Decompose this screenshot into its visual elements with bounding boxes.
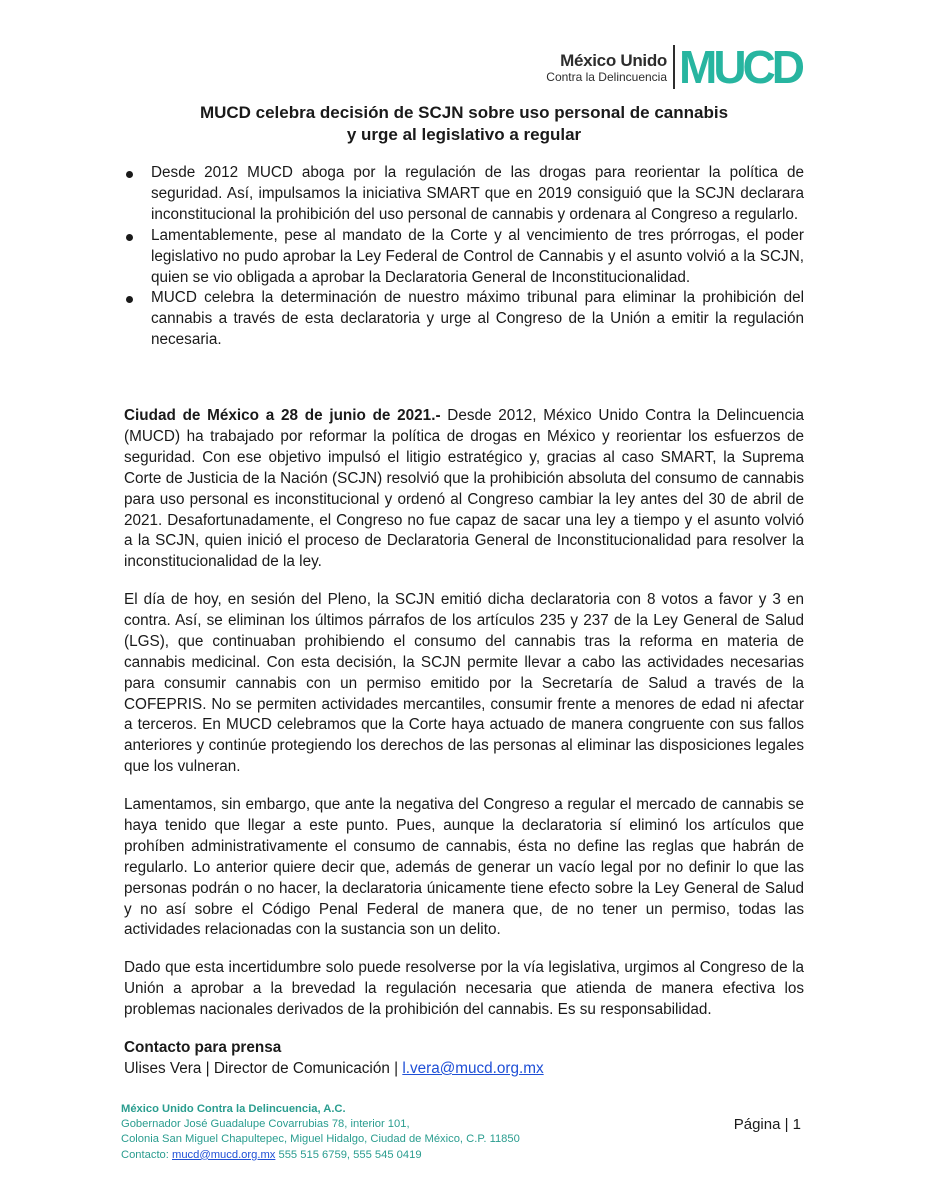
footer-contact-label: Contacto: bbox=[121, 1148, 172, 1161]
document-title bbox=[124, 102, 804, 146]
press-contact bbox=[124, 1038, 544, 1080]
footer-address-line-2: Colonia San Miguel Chapultepec, Miguel Hidalgo, Ciudad de México, C.P. 11850 bbox=[121, 1133, 520, 1146]
contact-line bbox=[124, 1059, 544, 1080]
bullet-item: Lamentablemente, pese al mandato de la Corte y al vencimiento de tres prórrogas, el poder legislativo no pudo aprobar la Ley Federal de Control de Cannabis y el asunto volvió a la SCJN, quien se vio obligada a aprobar la Declaratoria General de Inconstitucionalidad. bbox=[124, 226, 804, 289]
contact-title: Contacto para prensa bbox=[124, 1039, 282, 1056]
contact-person: Ulises Vera | Director de Comunicación | bbox=[124, 1059, 403, 1077]
footer-email-link[interactable]: mucd@mucd.org.mx bbox=[172, 1148, 276, 1161]
logo-tagline: Contra la Delincuencia bbox=[546, 69, 668, 84]
paragraph-1-text: Desde 2012, México Unido Contra la Delincuencia (MUCD) ha trabajado por reformar la política de drogas en México y reorientar los esfuerzos de seguridad. Con ese objetivo impulsó el litigio estratégico y, gracias al caso SMART, la Suprema Corte de Justicia de la Nación (SCJN) resolvió que la prohibición absoluta del consumo de cannabis para uso personal es inconstitucional y ordenó al Congreso cambiar la ley antes del 30 de abril de 2021. Desafortunadamente, el Congreso no fue capaz de sacar una ley a tiempo y el asunto volvió a la SCJN, quien inició el proceso de Declaratoria General de Inconstitucionalidad para resolver la inconstitucionalidad de la ley. bbox=[124, 407, 804, 571]
logo-text bbox=[546, 51, 667, 84]
paragraph-1 bbox=[124, 406, 804, 573]
contact-email-link[interactable]: l.vera@mucd.org.mx bbox=[402, 1059, 544, 1077]
bullet-item: Desde 2012 MUCD aboga por la regulación de las drogas para reorientar la política de seguridad. Así, impulsamos la iniciativa SMART que en 2019 consiguió que la SCJN declarara inconstitucional la prohibición del uso personal de cannabis y ordenara al Congreso a regularlo. bbox=[124, 163, 804, 226]
page-number: Página | 1 bbox=[733, 1116, 801, 1133]
title-line-1: MUCD celebra decisión de SCJN sobre uso personal de cannabis bbox=[199, 103, 729, 122]
summary-bullets bbox=[124, 163, 804, 351]
paragraph-3: Lamentamos, sin embargo, que ante la negativa del Congreso a regular el mercado de cannabis se haya tenido que llegar a este punto. Pues, aunque la declaratoria sí eliminó los artículos que prohíben administrativamente el consumo de cannabis, ésta no define las reglas que habrán de regularlo. Lo anterior quiere decir que, además de generar un vacío legal por no definir lo que las personas podrán o no hacer, la declaratoria únicamente tiene efecto sobre la Ley General de Salud y no así sobre el Código Penal Federal de manera que, de no tener un permiso, todas las actividades relacionadas con la sustancia son un delito. bbox=[124, 796, 804, 939]
paragraph-4: Dado que esta incertidumbre solo puede resolverse por la vía legislativa, urgimos al Congreso de la Unión a aprobar a la brevedad la regulación necesaria que atienda de manera efectiva los problemas nacionales derivados de la prohibición del cannabis. Es su responsabilidad. bbox=[124, 959, 804, 1018]
dateline: Ciudad de México a 28 de junio de 2021.- bbox=[124, 407, 441, 424]
bullet-item: MUCD celebra la determinación de nuestro máximo tribunal para eliminar la prohibición del cannabis a través de esta declaratoria y urge al Congreso de la Unión a emitir la regulación necesaria. bbox=[124, 288, 804, 351]
footer-address bbox=[121, 1102, 520, 1163]
logo-mark: MUCD bbox=[679, 41, 801, 93]
title-line-2: y urge al legislativo a regular bbox=[346, 125, 582, 144]
footer-phones: 555 515 6759, 555 545 0419 bbox=[275, 1148, 422, 1161]
logo-divider bbox=[673, 45, 675, 89]
logo-org-name: México Unido bbox=[560, 50, 668, 70]
footer-contact-line bbox=[121, 1148, 520, 1163]
footer-address-line-1: Gobernador José Guadalupe Covarrubias 78, interior 101, bbox=[121, 1118, 410, 1131]
mucd-logo bbox=[546, 41, 801, 93]
footer-org-name: México Unido Contra la Delincuencia, A.C. bbox=[121, 1103, 346, 1115]
paragraph-2: El día de hoy, en sesión del Pleno, la SCJN emitió dicha declaratoria con 8 votos a favor y 3 en contra. Así, se eliminan los últimos párrafos de los artículos 235 y 237 de la Ley General de Salud (LGS), que continuaban prohibiendo el consumo del cannabis tras la reforma en materia de cannabis medicinal. Con esta decisión, la SCJN permite llevar a cabo las actividades necesarias para consumir cannabis con un permiso emitido por la Secretaría de Salud a través de la COFEPRIS. No se permiten actividades mercantiles, consumir frente a menores de edad ni afectar a terceros. En MUCD celebramos que la Corte haya actuado de manera congruente con sus fallos anteriores y continúe protegiendo los derechos de las personas al eliminar las disposiciones legales que los vulneran. bbox=[124, 591, 804, 776]
